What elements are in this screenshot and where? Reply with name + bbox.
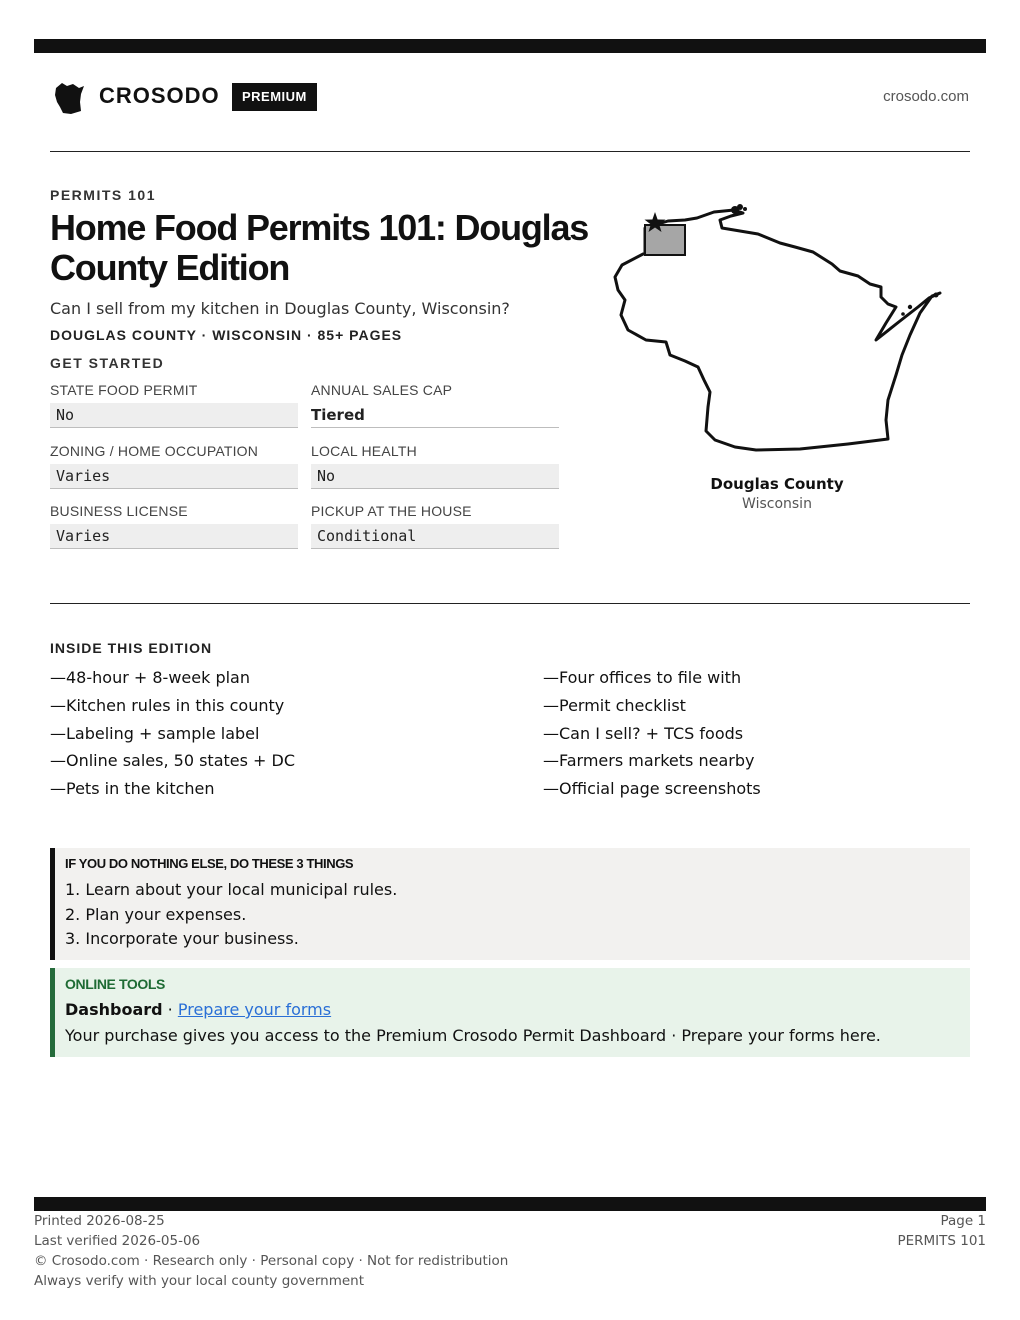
map-state-name: Wisconsin (742, 496, 812, 512)
bottom-rule-bar (34, 1197, 986, 1211)
fact-business-license (50, 503, 298, 549)
section-divider (50, 603, 970, 604)
contents-item: —Online sales, 50 states + DC (50, 751, 296, 771)
page-number: Page 1 (940, 1213, 986, 1229)
fact-pickup (311, 503, 559, 549)
contents-item: —Farmers markets nearby (543, 751, 755, 771)
callout-step: 1. Learn about your local municipal rules. (65, 880, 398, 899)
contents-item: —Permit checklist (543, 695, 686, 715)
island-mark (743, 207, 747, 211)
top-rule-bar (34, 39, 986, 53)
fact-label: ZONING / HOME OCCUPATION (50, 443, 259, 459)
contents-item: —Labeling + sample label (50, 723, 260, 743)
header-divider (50, 151, 970, 152)
contents-item: —Official page screenshots (543, 779, 761, 799)
contents-item: —Kitchen rules in this county (50, 695, 285, 715)
fact-value: Varies (50, 524, 298, 549)
island-mark (901, 312, 905, 316)
verified-date: Last verified 2026-05-06 (34, 1233, 201, 1249)
map-county-name: Douglas County (710, 475, 844, 493)
fact-label: STATE FOOD PERMIT (50, 382, 198, 398)
footer-left (34, 1211, 508, 1291)
site-url[interactable]: crosodo.com (883, 88, 969, 105)
fact-annual-sales-cap (311, 382, 559, 428)
page-title: Home Food Permits 101: Douglas County Edition (50, 207, 589, 288)
fact-label: PICKUP AT THE HOUSE (311, 503, 472, 519)
contents-list-right (543, 664, 761, 803)
dashboard-description: Your purchase gives you access to the Premium Crosodo Permit Dashboard · Prepare your forms here. (65, 1026, 881, 1045)
fact-label: BUSINESS LICENSE (50, 503, 188, 519)
callout-step: 2. Plan your expenses. (65, 904, 247, 924)
fact-value: No (311, 464, 559, 489)
brand-name[interactable]: CROSODO (99, 83, 220, 108)
island-mark (737, 204, 743, 210)
get-started-heading: GET STARTED (50, 355, 165, 371)
three-things-callout (50, 848, 970, 960)
printed-date: Printed 2026-08-25 (34, 1213, 165, 1229)
fact-value: Conditional (311, 524, 559, 549)
contents-list-left (50, 664, 295, 803)
fact-value: No (50, 403, 298, 428)
page-subtitle: Can I sell from my kitchen in Douglas County, Wisconsin? (50, 299, 510, 318)
online-tools-panel (50, 968, 970, 1057)
island-mark (934, 293, 939, 298)
fact-value: Tiered (311, 403, 559, 428)
fact-local-health (311, 443, 559, 489)
footer-right (897, 1211, 986, 1251)
inside-heading: INSIDE THIS EDITION (50, 640, 213, 656)
fact-zoning (50, 443, 298, 489)
online-tools-heading: ONLINE TOOLS (65, 976, 165, 992)
section-kicker: PERMITS 101 (50, 187, 156, 203)
contents-item: —Pets in the kitchen (50, 779, 215, 799)
premium-badge: PREMIUM (232, 83, 317, 111)
island-mark (908, 305, 912, 309)
fact-label: LOCAL HEALTH (311, 443, 417, 459)
dashboard-label: Dashboard (65, 1000, 163, 1019)
prepare-forms-link[interactable]: Prepare your forms (177, 1000, 332, 1019)
disclaimer: Always verify with your local county government (34, 1273, 364, 1289)
fact-state-food-permit (50, 382, 298, 428)
contents-item: —48-hour + 8-week plan (50, 668, 250, 687)
fact-value: Varies (50, 464, 298, 489)
contents-item: —Four offices to file with (543, 668, 742, 687)
edition-meta: DOUGLAS COUNTY · WISCONSIN · 85+ PAGES (50, 327, 403, 343)
fact-label: ANNUAL SALES CAP (311, 382, 453, 398)
copyright-notice: © Crosodo.com · Research only · Personal copy · Not for redistribution (34, 1253, 509, 1269)
footer-section: PERMITS 101 (897, 1233, 986, 1249)
callout-steps (65, 878, 397, 952)
contents-item: —Can I sell? + TCS foods (543, 723, 744, 743)
dashboard-line (65, 1000, 331, 1019)
wisconsin-map (600, 195, 960, 465)
callout-heading: IF YOU DO NOTHING ELSE, DO THESE 3 THINGS (65, 856, 354, 871)
callout-step: 3. Incorporate your business. (65, 929, 299, 948)
separator: · (162, 1000, 178, 1019)
wisconsin-logo-icon (53, 80, 87, 116)
